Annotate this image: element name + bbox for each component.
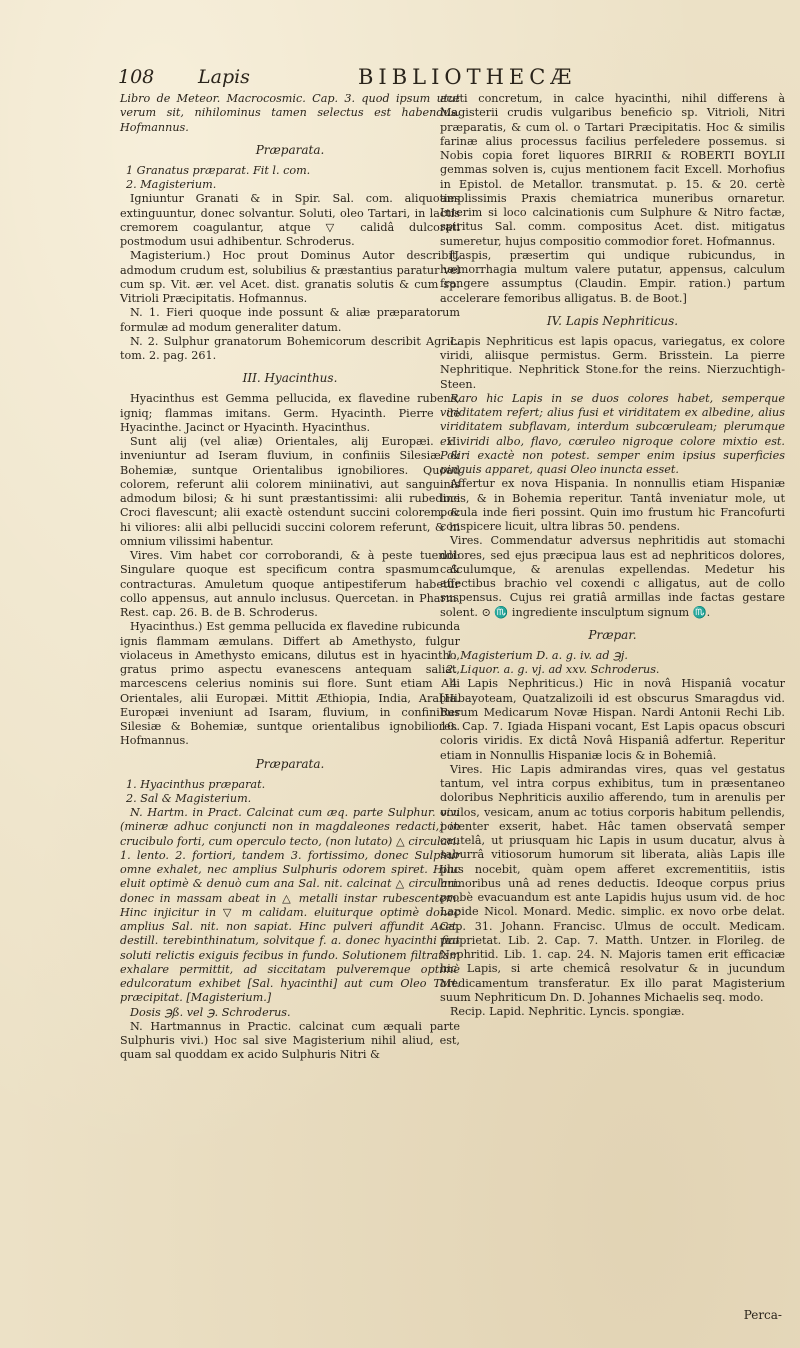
left-column — [120, 92, 460, 1063]
paragraph: N. 2. Sulphur granatorum Bohemicorum describit Agric. tom. 2. pag. 261. — [120, 334, 460, 362]
running-head-title: BIBLIOTHECÆ — [358, 65, 577, 89]
paragraph: N. Hartm. in Pract. Calcinat cum æq. parte Sulphur. vivi (mineræ adhuc conjuncti non in magdaleones redacti,) in crucibulo forti, cum operculo tecto, (non lutato) △ circulari: 1. lento. 2. fortiori, tandem 3. fortissimo, donec Sulphur omne exhalet, nec amplius Sulphuris odorem spiret. Hinc eluit optimè & denuò cum ana Sal. nit. calcinat △ circulari. donec in massam abeat in △ metalli instar rubescentem. Hinc injicitur in ▽ m calidam. eluiturque optimè donec amplius Sal. nit. non sapiat. Hinc pulveri affundit Acet. destill. terebinthinatum, solvitque f. a. donec hyacinthi fiat soluti relictis exiguis fecibus in fundo. Solutionem filtratam exhalare permittit, ad siccitatam pulveremque optimè edulcoratum exhibet [Sal. hyacinthi] aut cum Oleo Tart. præcipitat. [Magisterium.] — [120, 806, 460, 1005]
paragraph: Dosis ℈ß. vel ℈. Schroderus. — [130, 1005, 291, 1019]
page-number: 108 — [118, 66, 155, 88]
section-heading: Præpar. — [588, 627, 637, 642]
list-item: 2. Liquor. a. g. vj. ad xxv. Schroderus. — [446, 663, 660, 676]
paragraph: Libro de Meteor. Macrocosmic. Cap. 3. quod ipsum utut verum sit, nihilominus tamen selectus est habendus. Hofmannus. — [120, 92, 460, 134]
paragraph: 4 Lapis Nephriticus.) Hic in novâ Hispaniâ vocatur [Hibayoteam, Quatzalizoili id est obscurus Smaragdus vid. Rerum Medicarum Novæ Hispan. Nardi Antonii Rechi Lib. 10. Cap. 7. Igiada Hispani vocant, Est Lapis opacus obscuri coloris viridis. Ex dictâ Novâ Hispaniâ adfertur. Reperitur etiam in Nonnullis Hispaniæ locis & in Bohemiâ. — [440, 677, 785, 762]
paragraph: Sunt alij (vel aliæ) Orientales, alij Europæi. Hi inveniuntur ad Iseram fluvium, in confiniis Silesiæ & Bohemiæ, suntque Orientalibus ignobiliores. Quoad colorem, referunt alii colorem miniinativi, aut sanguinis admodum bilosi; & hi sunt præstantissimi: alii rubedine Croci flavescunt; alii exactè ostendunt succini colorem, & hi viliores: alii albi pellucidi succini colorem referunt, & hi omnium vilissimi habentur. — [120, 435, 460, 548]
section-heading: III. Hyacinthus. — [242, 371, 338, 386]
catchword: Perca- — [743, 1308, 782, 1322]
list-item: 1 Granatus præparat. Fit l. com. — [126, 163, 311, 177]
paragraph: N. 1. Fieri quoque inde possunt & aliæ præparatorum formulæ ad modum generaliter datum. — [120, 306, 460, 334]
paragraph: aceti concretum, in calce hyacinthi, nihil differens à Magisterii crudis vulgaribus beneficio sp. Vitrioli, Nitri præparatis, & cum ol. o Tartari Præcipitatis. Hoc & similis farinæ alius processus facilius perfeledere possemus. si Nobis copia foret liquores BIRRII & ROBERTI BOYLII gemmas solven is, cujus mentionem facit Excell. Morhofius in Epistol. de Metallor. transmutat. p. 15. & 20. certè amplissimis Praxis chemiatrica muneribus ornaretur. Interim si loco calcinationis cum Sulphure & Nitro factæ, spiritus Sal. comm. compositus Acet. dist. mitigatus sumeretur, hujus compositio commodior foret. Hofmannus. — [440, 92, 785, 248]
list-item: 1. Magisterium D. a. g. iv. ad ℈j. — [446, 648, 628, 662]
right-column — [440, 92, 785, 1019]
paragraph: Igniuntur Granati & in Spir. Sal. com. aliquoties extinguuntur, donec solvantur. Soluti, oleo Tartari, in lactis cremorem coagulantur, atque ▽ calidâ dulcorati postmodum usui adhibentur. Schroderus. — [120, 192, 460, 248]
paragraph: Affertur ex nova Hispania. In nonnullis etiam Hispaniæ locis, & in Bohemia reperitur. Tantâ inveniatur mole, ut pocula inde fieri possint. Quin imo frustum hic Francofurti conspicere licuit, ultra libras 50. pendens. — [440, 477, 785, 533]
paragraph: [Jaspis, præsertim qui undique rubicundus, in hæmorrhagia multum valere putatur, appensus, calculum frangere assumptus (Claudin. Empir. ration.) partum accelerare femoribus alligatus. B. de Boot.] — [440, 248, 785, 305]
list-item: 1. Hyacinthus præparat. — [126, 777, 266, 791]
paragraph: Magisterium.) Hoc prout Dominus Autor describit, admodum crudum est, solubilius & præstantius paratur vel cum sp. Vit. ær. vel Acet. dist. granatis solutis & cum sp. Vitrioli Præcipitatis. Hofmannus. — [120, 249, 460, 305]
paragraph: Hyacinthus est Gemma pellucida, ex flavedine rubens, igniq; flammas imitans. Germ. Hyacinth. Pierre de Hyacinthe. Jacinct or Hyacinth. Hyacinthus. — [120, 392, 460, 434]
list-item: 2. Sal & Magisterium. — [126, 791, 252, 805]
paragraph: Hyacinthus.) Est gemma pellucida ex flavedine rubicunda ignis flammam æmulans. Differt ab Amethysto, fulgur violaceus in Amethysto emicans, dilutus est in hyacintho, gratus primo aspectu evanescens antequam saliat, marcescens celerius nominis sui flore. Sunt etiam Alii Orientales, alii Europæi. Mittit Æthiopia, India, Arabia. Europæi inveniunt ad Isaram, fluvium, in confinibus Silesiæ & Bohemiæ, suntque orientalibus ignobiliores. Hofmannus. — [120, 620, 460, 748]
list-item: 2. Magisterium. — [126, 178, 217, 191]
paragraph: Lapis Nephriticus est lapis opacus, variegatus, ex colore viridi, aliisque permistus. Germ. Brisstein. La pierre Nephritique. Nephritick Stone.for the reins. Nierzuchtigh-Steen. — [440, 334, 785, 391]
section-heading: Præparata. — [255, 756, 325, 771]
running-head — [118, 64, 768, 90]
section-heading: Præparata. — [255, 142, 325, 157]
paragraph: Vires. Commendatur adversus nephritidis aut stomachi dolores, sed ejus præcipua laus est ad nephriticos dolores, calculumque, & arenulas expellendas. Medetur his affectibus brachio vel coxendi c alligatus, aut de collo suspensus. Cujus rei gratiâ armillas inde factas gestare solent. ⊙ ♏ ingrediente insculptum signum ♏. — [440, 534, 785, 619]
paragraph: Vires. Hic Lapis admirandas vires, quas vel gestatus tantum, vel intra corpus exhibitus, tum in præsentaneo doloribus Nephriticis auxilio afferendo, tum in arenulis per oculos, vesicam, anum ac totius corporis habitum pellendis, potenter exserit, habet. Hâc tamen observatâ semper cautelâ, ut priusquam hic Lapis in usum ducatur, alvus à saburrâ vitiosorum humorum sit liberata, aliàs Lapis ille plus nocebit, quàm opem afferet excrementitiis, istis humoribus unâ ad renes deductis. Ideoque corpus prius probè evacuandum est ante Lapidis hujus usum vid. de hoc Lapide Nicol. Monard. Medic. simplic. ex novo orbe delat. Cap. 31. Johann. Francisc. Ulmus de occult. Medicam. proprietat. Lib. 2. Cap. 7. Matth. Untzer. in Florileg. de Nephritid. Lib. 1. cap. 24. N. Majoris tamen erit efficaciæ hic Lapis, si arte chemicâ resolvatur & in jucundum Medicamentum transferatur. Ex illo parat Magisterium suum Nephriticum Dn. D. Johannes Michaelis seq. modo. — [440, 762, 785, 1004]
paragraph: Vires. Vim habet cor corroborandi, & à peste tuendi: Singulare quoque est specificum contra spasmum & contracturas. Amuletum quoque antipestiferum habetur collo appensus, aut annulo inclusus. Quercetan. in Pharm. Rest. cap. 26. B. de B. Schroderus. — [120, 549, 460, 619]
section-heading: IV. Lapis Nephriticus. — [546, 313, 679, 328]
paragraph: N. Hartmannus in Practic. calcinat cum æquali parte Sulphuris vivi.) Hoc sal sive Magisterium nihil aliud, est, quam sal quoddam ex acido Sulphuris Nitri & — [120, 1019, 460, 1062]
paragraph: Raro hic Lapis in se duos colores habet, semperque viriditatem refert; alius fusi et viriditatem ex albedine, alius viriditatem subflavam, interdum subcœruleam; plerumque ex viridi albo, flavo, cœruleo nigroque colore mixtio est. Poliri exactè non potest. semper enim ipsius superficies pinguis apparet, quasi Oleo inuncta esset. — [440, 391, 785, 476]
paragraph: Recip. Lapid. Nephritic. Lyncis. spongiæ. — [450, 1005, 685, 1018]
running-head-section: Lapis — [198, 66, 250, 88]
